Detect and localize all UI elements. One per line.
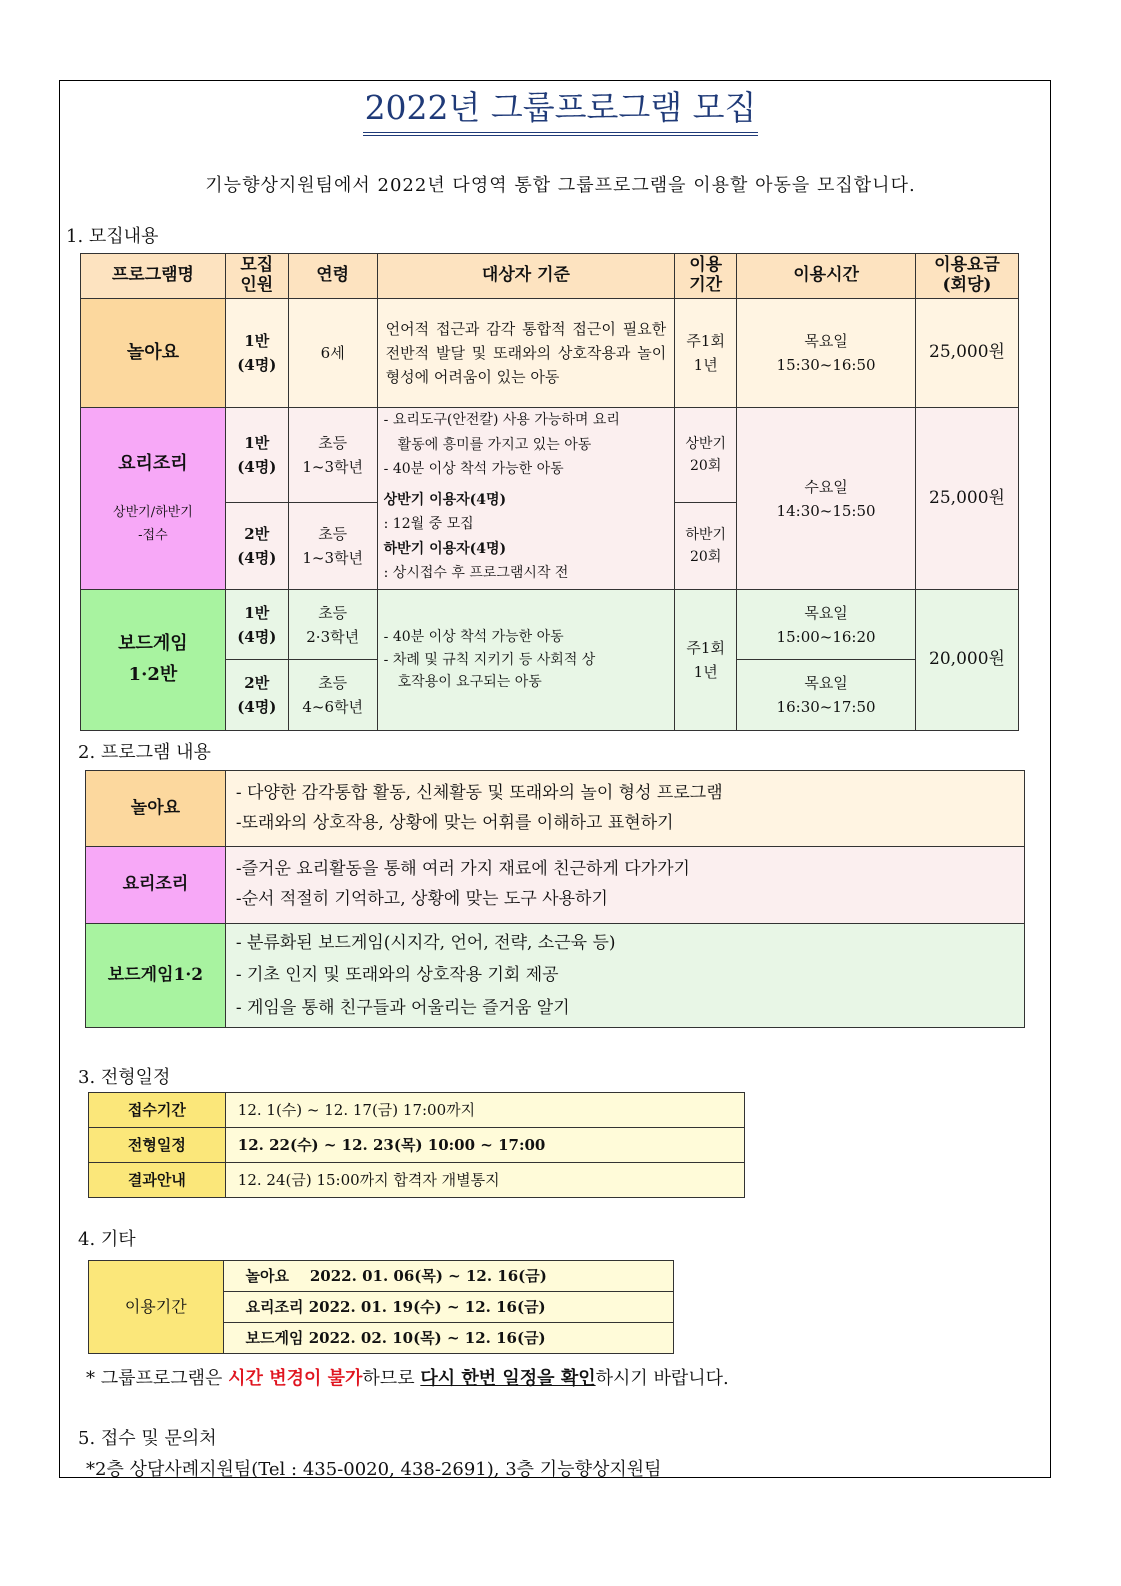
schedule-label: 접수기간 xyxy=(89,1093,226,1128)
page-title: 2022년 그룹프로그램 모집 xyxy=(0,82,1121,136)
schedule-table xyxy=(88,1092,745,1198)
schedule-value: 12. 22(수) ~ 12. 23(목) 10:00 ~ 17:00 xyxy=(225,1128,744,1163)
usage-period-row: 보드게임 2022. 02. 10(목) ~ 12. 16(금) xyxy=(223,1323,673,1354)
th-age: 연령 xyxy=(288,254,377,299)
time: 목요일 16:30~17:50 xyxy=(737,660,916,731)
period: 주1회 1년 xyxy=(675,590,737,731)
seats: 2반 (4명) xyxy=(225,503,288,590)
program-name: 놀아요 xyxy=(81,299,226,408)
seats: 1반 (4명) xyxy=(225,299,288,408)
program-name: 요리조리 xyxy=(86,847,226,924)
age: 초등 2·3학년 xyxy=(288,590,377,660)
time: 수요일 14:30~15:50 xyxy=(737,408,916,590)
usage-period-row: 요리조리 2022. 01. 19(수) ~ 12. 16(금) xyxy=(223,1292,673,1323)
section-4-heading: 4. 기타 xyxy=(78,1229,136,1250)
schedule-notice: * 그룹프로그램은 시간 변경이 불가하므로 다시 한번 일정을 확인하시기 바랍니다. xyxy=(86,1368,729,1389)
schedule-label: 결과안내 xyxy=(89,1163,226,1198)
schedule-value: 12. 24(금) 15:00까지 합격자 개별통지 xyxy=(225,1163,744,1198)
program-desc: - 분류화된 보드게임(시지각, 언어, 전략, 소근육 등) - 기초 인지 및 또래와의 상호작용 기회 제공 - 게임을 통해 친구들과 어울리는 즐거움 알기 xyxy=(225,924,1024,1028)
program-content-table xyxy=(85,770,1025,1028)
seats: 2반 (4명) xyxy=(225,660,288,731)
usage-period-row: 놀아요 2022. 01. 06(목) ~ 12. 16(금) xyxy=(223,1261,673,1292)
program-name: 요리조리 상반기/하반기 -접수 xyxy=(81,408,226,590)
fee: 25,000원 xyxy=(916,408,1019,590)
th-seats: 모집 인원 xyxy=(225,254,288,299)
fee: 20,000원 xyxy=(916,590,1019,731)
time: 목요일 15:00~16:20 xyxy=(737,590,916,660)
recruitment-table xyxy=(80,253,1019,731)
criteria: - 40분 이상 착석 가능한 아동 - 차례 및 규칙 지키기 등 사회적 상 호작용이 요구되는 아동 xyxy=(377,590,675,731)
period: 주1회 1년 xyxy=(675,299,737,408)
age: 초등 1~3학년 xyxy=(288,503,377,590)
th-period: 이용 기간 xyxy=(675,254,737,299)
program-name: 놀아요 xyxy=(86,771,226,847)
usage-period-label: 이용기간 xyxy=(89,1261,224,1354)
contact-info: *2층 상담사례지원팀(Tel : 435-0020, 438-2691), 3층 기능향상지원팀 xyxy=(86,1459,662,1480)
program-desc: -즐거운 요리활동을 통해 여러 가지 재료에 친근하게 다가가기 -순서 적절히 기억하고, 상황에 맞는 도구 사용하기 xyxy=(225,847,1024,924)
seats: 1반 (4명) xyxy=(225,590,288,660)
th-program: 프로그램명 xyxy=(81,254,226,299)
age: 6세 xyxy=(288,299,377,408)
seats: 1반 (4명) xyxy=(225,408,288,503)
usage-period-table xyxy=(88,1260,674,1354)
th-fee: 이용요금 (회당) xyxy=(916,254,1019,299)
program-desc: - 다양한 감각통합 활동, 신체활동 및 또래와의 놀이 형성 프로그램 -또래와의 상호작용, 상황에 맞는 어휘를 이해하고 표현하기 xyxy=(225,771,1024,847)
fee: 25,000원 xyxy=(916,299,1019,408)
section-1-heading: 1. 모집내용 xyxy=(66,226,159,247)
section-5-heading: 5. 접수 및 문의처 xyxy=(78,1428,217,1449)
section-2-heading: 2. 프로그램 내용 xyxy=(78,742,211,763)
th-time: 이용시간 xyxy=(737,254,916,299)
period: 하반기 20회 xyxy=(675,503,737,590)
schedule-label: 전형일정 xyxy=(89,1128,226,1163)
age: 초등 1~3학년 xyxy=(288,408,377,503)
age: 초등 4~6학년 xyxy=(288,660,377,731)
period: 상반기 20회 xyxy=(675,408,737,503)
program-name: 보드게임 1·2반 xyxy=(81,590,226,731)
section-3-heading: 3. 전형일정 xyxy=(78,1067,171,1088)
time: 목요일 15:30~16:50 xyxy=(737,299,916,408)
th-criteria: 대상자 기준 xyxy=(377,254,675,299)
intro-text: 기능향상지원팀에서 2022년 다영역 통합 그룹프로그램을 이용할 아동을 모집합니다. xyxy=(205,175,916,196)
program-name: 보드게임1·2 xyxy=(86,924,226,1028)
criteria: - 요리도구(안전칼) 사용 가능하며 요리 활동에 흥미를 가지고 있는 아동 - 40분 이상 착석 가능한 아동 상반기 이용자(4명) : 12월 중 모집 하반기 이용자(4명) : 상시접수 후 프로그램시작 전 xyxy=(377,408,675,590)
criteria: 언어적 접근과 감각 통합적 접근이 필요한 전반적 발달 및 또래와의 상호작용과 놀이 형성에 어려움이 있는 아동 xyxy=(377,299,675,408)
schedule-value: 12. 1(수) ~ 12. 17(금) 17:00까지 xyxy=(225,1093,744,1128)
